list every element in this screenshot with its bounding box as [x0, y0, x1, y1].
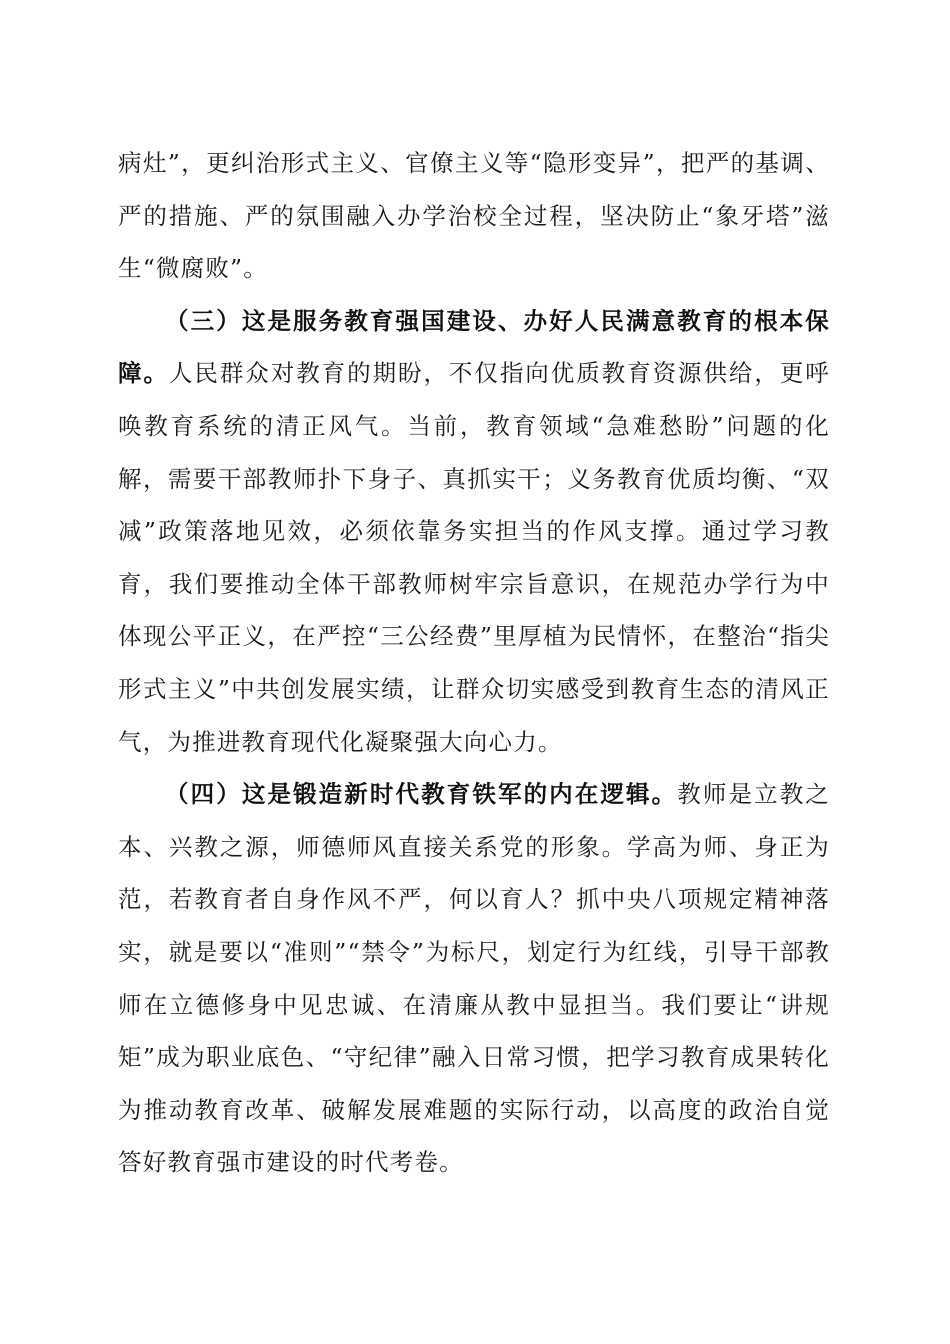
- paragraph-continued: [118, 137, 830, 295]
- paragraph-section-three: [118, 295, 830, 768]
- paragraph-section-four: [118, 768, 830, 1189]
- section-heading: （四）这是锻造新时代教育铁军的内在逻辑。: [165, 780, 678, 809]
- section-heading: （三）这是服务教育强国建设、办好人民满意教育的根本保障。: [118, 306, 830, 388]
- paragraph-text: 人民群众对教育的期盼，不仅指向优质教育资源供给，更呼唤教育系统的清正风气。当前，教育领域“急难愁盼”问题的化解，需要干部教师扑下身子、真抓实干；义务教育优质均衡、“双减”政策落地见效，必须依靠务实担当的作风支撑。通过学习教育，我们要推动全体干部教师树牢宗旨意识，在规范办学行为中体现公平正义，在严控“三公经费”里厚植为民情怀，在整治“指尖形式主义”中共创发展实绩，让群众切实感受到教育生态的清风正气，为推进教育现代化凝聚强大向心力。: [118, 359, 831, 756]
- document-body: [118, 137, 830, 1189]
- paragraph-text: 教师是立教之本、兴教之源，师德师风直接关系党的形象。学高为师、身正为范，若教育者自身作风不严，何以育人？抓中央八项规定精神落实，就是要以“准则”“禁令”为标尺，划定行为红线，引导干部教师在立德修身中见忠诚、在清廉从教中显担当。我们要让“讲规矩”成为职业底色、“守纪律”融入日常习惯，把学习教育成果转化为推动教育改革、破解发展难题的实际行动，以高度的政治自觉答好教育强市建设的时代考卷。: [118, 780, 831, 1177]
- paragraph-text: 病灶”，更纠治形式主义、官僚主义等“隐形变异”，把严的基调、严的措施、严的氛围融入办学治校全过程，坚决防止“象牙塔”滋生“微腐败”。: [118, 149, 830, 283]
